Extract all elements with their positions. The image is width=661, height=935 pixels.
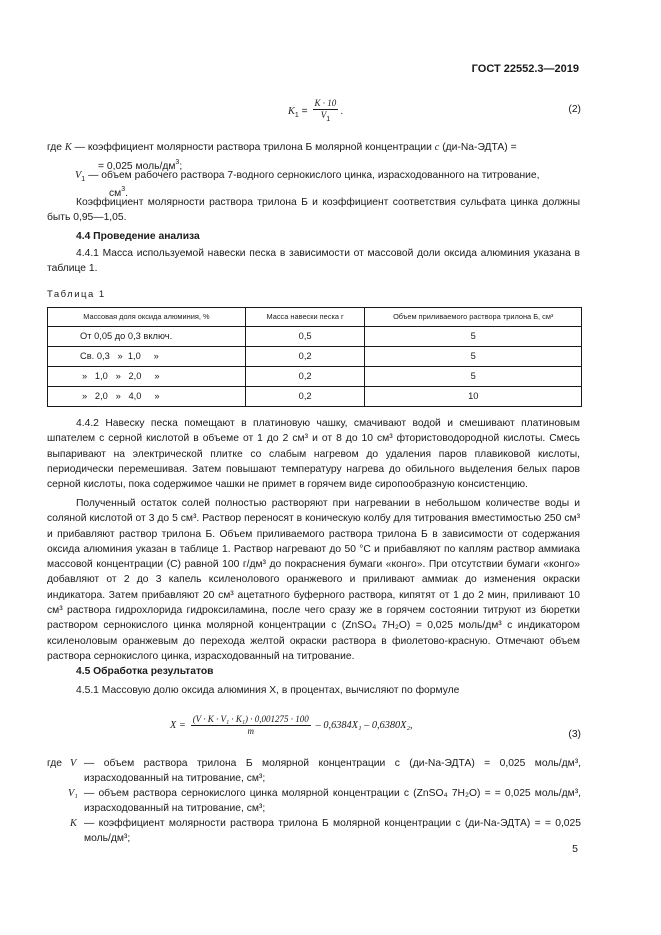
where-v1-unit-sup: 3 bbox=[121, 186, 126, 193]
where-v1-line bbox=[75, 168, 580, 187]
table-cell: 5 bbox=[365, 367, 582, 387]
table-caption: Таблица 1 bbox=[47, 289, 106, 300]
table-cell: 0,5 bbox=[245, 327, 365, 347]
where2-v1-symbol: V₁ bbox=[68, 788, 78, 799]
where-v1-symbol: V bbox=[75, 170, 82, 181]
eq3-fraction bbox=[191, 714, 311, 737]
eq3-numerator: (V · K · V₁ · K₁) · 0,001275 · 100 bbox=[192, 714, 309, 724]
where-k-end: ; bbox=[179, 161, 183, 172]
where-k-text2: (ди-Na-ЭДТА) = bbox=[442, 142, 517, 153]
paragraph-4-4-1: 4.4.1 Масса используемой навески песка в зависимости от массовой доли оксида алюминия указана в таблице 1. bbox=[47, 248, 580, 275]
eq2-lhs-sub: 1 bbox=[294, 112, 299, 120]
equation-3-number: (3) bbox=[568, 729, 581, 740]
paragraph-coefficient: Коэффициент молярности раствора трилона Б и коэффициент соответствия сульфата цинка должны быть 0,95—1,05. bbox=[47, 197, 580, 224]
where-k-text3: = 0,025 моль/дм bbox=[98, 161, 176, 172]
table-cell: 5 bbox=[365, 347, 582, 367]
table-row bbox=[48, 327, 582, 347]
where2-v1-text: — объем раствора сернокислого цинка молярной концентрации c (ZnSO₄ 7H₂O) = = 0,025 моль/дм³, израсходованный на титрование, см³; bbox=[84, 788, 581, 815]
eq2-tail: . bbox=[340, 106, 344, 118]
table-header-cell: Массовая доля оксида алюминия, % bbox=[48, 308, 246, 327]
table-cell: 5 bbox=[365, 327, 582, 347]
table-row bbox=[48, 347, 582, 367]
table-cell: 10 bbox=[365, 387, 582, 407]
where2-k-text: — коэффициент молярности раствора трилона Б молярной концентрации c (ди-Na-ЭДТА) = = 0,025 моль/дм³; bbox=[84, 818, 581, 845]
document-code: ГОСТ 22552.3—2019 bbox=[471, 63, 579, 75]
table-cell: 0,2 bbox=[245, 387, 365, 407]
paragraph-residue: Полученный остаток солей полностью растворяют при нагревании в небольшом количестве воды и соляной кислотой от 3 до 5 см³. Раствор переносят в коническую колбу для титрования вместимостью 250 см³ и прибавляют раствор трилона Б. Объем приливаемого раствора трилона Б в зависимости от содержания оксида алюминия указан в таблице 1. Раствор нагревают до 50 °С и прибавляют по каплям раствор аммиака массовой концентрации (С) равной 100 г/дм³ до покраснения бумаги «конго». При отсутствии бумаги «конго» добавляют от 2 до 3 капель ксиленолового оранжевого и приливают аммиак до изменения окраски индикатора. Затем прибавляют 20 см³ ацетатного буферного раствора, кипятят от 1 до 2 мин, приливают 10 см³ раствора гидрохлорида гидроксиламина, после чего сразу же в горячем состоянии титруют из бюретки раствором сернокислого цинка молярной концентрации c (ZnSO₄ 7H₂O) = 0,025 моль/дм³ с индикатором ксиленоловым оранжевым до перехода желтой окраски раствора в фиолетово-красную. Отмечают объем раствора сернокислого цинка, израсходованный на титрование. bbox=[47, 498, 580, 662]
eq2-den-sub: 1 bbox=[326, 116, 331, 123]
where2-v-text: — объем раствора трилона Б молярной концентрации c (ди-Na-ЭДТА) = 0,025 моль/дм³, израсходованный на титрование, см³; bbox=[84, 758, 581, 785]
where-k-c: c bbox=[434, 142, 440, 153]
section-4-5-title: 4.5 Обработка результатов bbox=[76, 666, 214, 677]
where-v1-text: — объем рабочего раствора 7-водного сернокислого цинка, израсходованного на титрование, bbox=[88, 170, 540, 181]
where-k-line bbox=[47, 140, 580, 155]
eq2-lhs: K bbox=[288, 106, 295, 118]
where-v1-unit: см bbox=[109, 188, 122, 199]
where-k-text: — коэффициент молярности раствора трилона Б молярной концентрации bbox=[74, 142, 432, 153]
table-cell: » 2,0 » 4,0 » bbox=[48, 387, 246, 407]
table-row bbox=[48, 387, 582, 407]
table-cell: » 1,0 » 2,0 » bbox=[48, 367, 246, 387]
table-header-cell: Объем приливаемого раствора трилона Б, см³ bbox=[365, 308, 582, 327]
where-k-sup: 3 bbox=[175, 159, 180, 166]
paragraph-4-5-1: 4.5.1 Массовую долю оксида алюминия X, в процентах, вычисляют по формуле bbox=[76, 685, 460, 696]
table-row bbox=[48, 367, 582, 387]
eq2-denominator: V bbox=[320, 110, 327, 120]
section-4-4-title: 4.4 Проведение анализа bbox=[76, 231, 200, 242]
equation-2: $K_1$ = $\frac{K \cdot 10}{V_1}$ . bbox=[288, 98, 344, 123]
page-number: 5 bbox=[572, 842, 578, 855]
eq2-numerator: K · 10 bbox=[314, 98, 337, 108]
table-cell: 0,2 bbox=[245, 347, 365, 367]
table-cell: Св. 0,3 » 1,0 » bbox=[48, 347, 246, 367]
table-header-row bbox=[48, 308, 582, 327]
table-header-cell: Масса навески песка г bbox=[245, 308, 365, 327]
where-v1-sub: 1 bbox=[81, 176, 86, 183]
equation-2-number: (2) bbox=[568, 104, 581, 115]
where2-k-symbol: K bbox=[70, 818, 77, 829]
equation-3 bbox=[170, 714, 413, 737]
where-prefix: где bbox=[47, 142, 63, 153]
eq2-fraction bbox=[313, 98, 339, 125]
eq3-denominator: m bbox=[247, 726, 254, 736]
where-v1-end: . bbox=[125, 188, 129, 199]
eq3-tail: – 0,6384X₁ – 0,6380X₂, bbox=[315, 720, 413, 732]
table-cell: От 0,05 до 0,3 включ. bbox=[48, 327, 246, 347]
where2-prefix: где bbox=[47, 758, 63, 769]
table-cell: 0,2 bbox=[245, 367, 365, 387]
where2-v-symbol: V bbox=[70, 758, 77, 769]
where-k-symbol: K bbox=[64, 142, 72, 153]
paragraph-4-4-2: 4.4.2 Навеску песка помещают в платиновую чашку, смачивают водой и смешивают платиновым шпателем с серной кислотой в объеме от 1 до 2 см³ и от 8 до 10 см³ фтористоводородной кислоты. Смесь выпаривают на электрической плитке со слабым нагревом до удаления паров плавиковой кислоты, периодически перемешивая. Затем повышают температуру нагрева до обильного выделения белых паров серной кислоты, пока содержимое чашки не примет в горячем виде сиропообразную консистенцию. bbox=[47, 418, 580, 491]
eq3-lhs: X = bbox=[170, 720, 186, 732]
table-1 bbox=[47, 307, 582, 407]
